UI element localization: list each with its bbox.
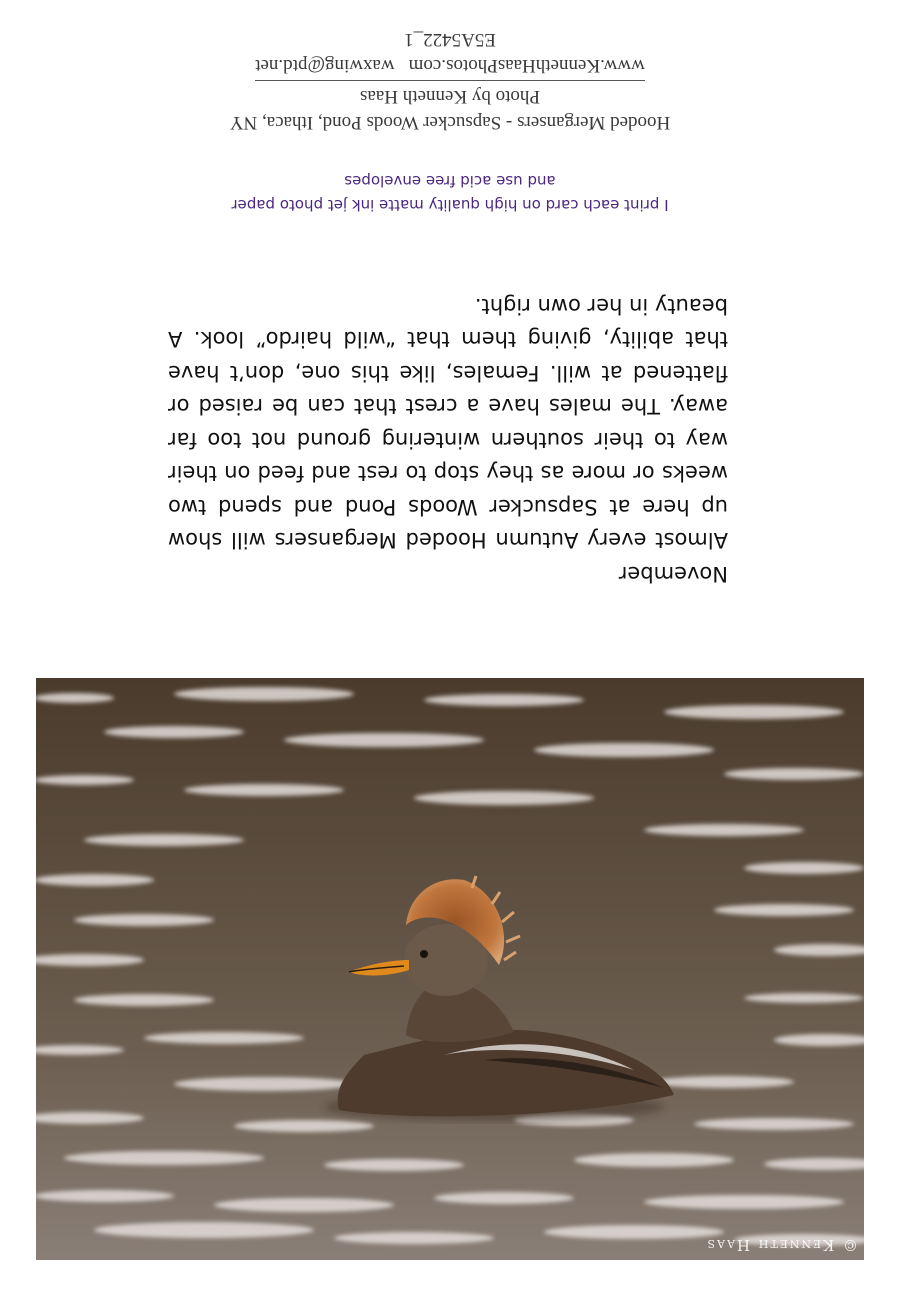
card-credits (150, 26, 750, 135)
image-code: E5A5422_1 (404, 29, 496, 50)
card-message (168, 289, 728, 591)
print-note-line-2: and use acid free envelopes (344, 172, 556, 190)
merganser-photo (36, 678, 864, 1260)
message-month: November (618, 562, 728, 586)
photographer-credit: Photo by Kenneth Haas (360, 86, 540, 107)
website-link[interactable]: www.KennethHaasPhotos.com (408, 55, 645, 76)
photo-copyright: © Kenneth Haas (705, 1236, 858, 1254)
contact-line (255, 52, 645, 81)
photo-title: Hooded Mergansers - Sapsucker Woods Pond, Ithaca, NY (229, 112, 671, 133)
bird-eye (420, 950, 428, 958)
photo-image (36, 678, 864, 1260)
email-link[interactable]: waxwing@ptd.net (255, 55, 395, 76)
print-note (150, 169, 750, 217)
print-note-line-1: I print each card on high quality matte ink jet photo paper (231, 196, 669, 214)
message-body: Almost every Autumn Hooded Mergansers will show up here at Sapsucker Woods Pond and spend two weeks or more as they stop to rest and feed on their way to their southern wintering ground not too far away. The males have a crest that can be raised or flattened at will. Females, like this one, don’t have that ability, giving them that “wild hairdo” look. A beauty in her own right. (168, 294, 728, 553)
